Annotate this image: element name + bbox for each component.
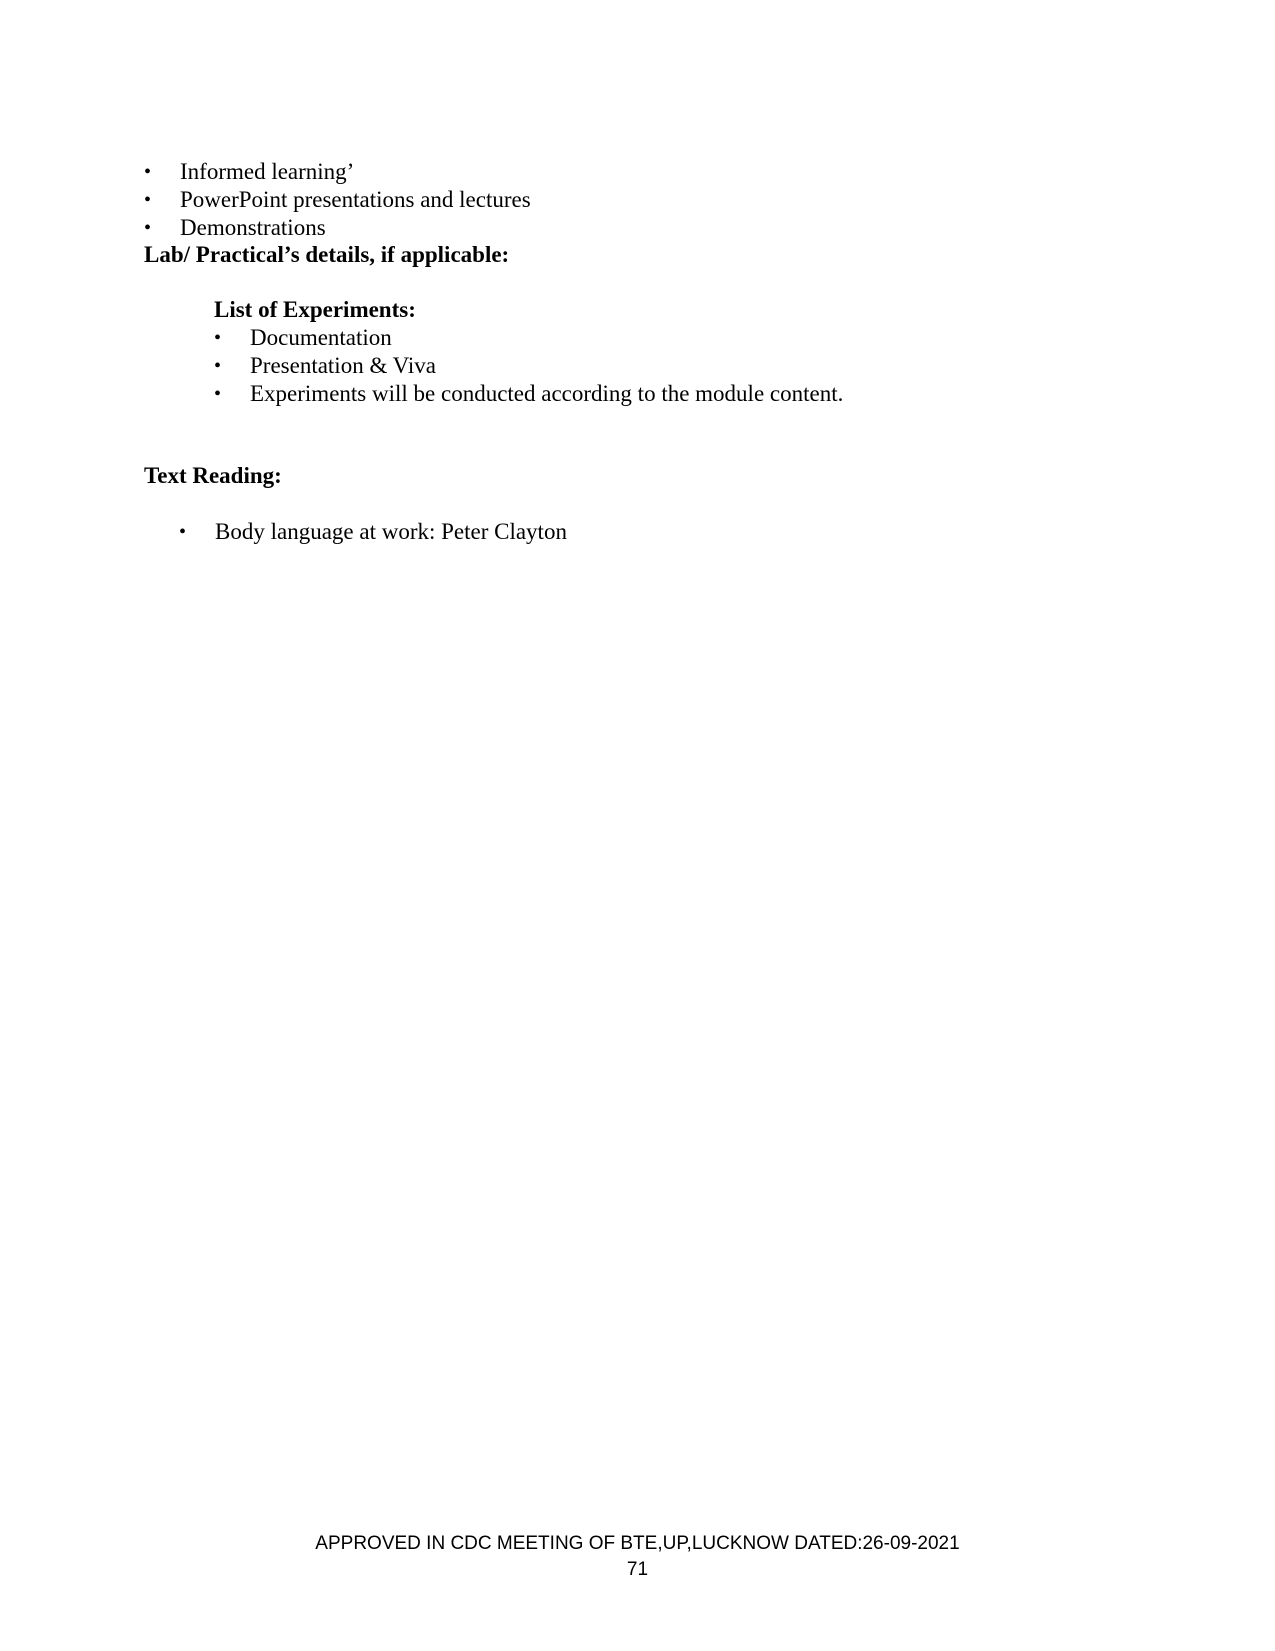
list-item-text: Body language at work: Peter Clayton bbox=[215, 519, 567, 544]
list-item bbox=[144, 214, 531, 242]
bullet-icon: • bbox=[144, 161, 152, 183]
footer-approval-text: APPROVED IN CDC MEETING OF BTE,UP,LUCKNOW DATED:26-09-2021 bbox=[315, 1533, 960, 1554]
text-reading-list bbox=[179, 518, 567, 546]
list-item-text: Informed learning’ bbox=[180, 159, 355, 184]
bullet-icon: • bbox=[144, 217, 152, 239]
bullet-icon: • bbox=[214, 355, 222, 377]
list-item-text: Presentation & Viva bbox=[250, 353, 436, 378]
list-item-text: PowerPoint presentations and lectures bbox=[180, 187, 531, 212]
text-reading-heading: Text Reading: bbox=[144, 463, 282, 488]
bullet-icon: • bbox=[179, 521, 187, 543]
experiments-heading: List of Experiments: bbox=[214, 297, 416, 322]
bullet-icon: • bbox=[144, 189, 152, 211]
page-number: 71 bbox=[626, 1559, 649, 1580]
list-item-text: Documentation bbox=[250, 325, 392, 350]
lab-practical-heading: Lab/ Practical’s details, if applicable: bbox=[144, 242, 510, 267]
experiments-list bbox=[214, 324, 843, 408]
list-item-text: Demonstrations bbox=[180, 215, 326, 240]
bullet-icon: • bbox=[214, 383, 222, 405]
list-item bbox=[214, 380, 843, 408]
bullet-icon: • bbox=[214, 327, 222, 349]
list-item bbox=[144, 186, 531, 214]
list-item bbox=[214, 324, 843, 352]
list-item-text: Experiments will be conducted according to the module content. bbox=[250, 381, 844, 406]
teaching-methods-list bbox=[144, 158, 531, 242]
list-item bbox=[144, 158, 531, 186]
list-item bbox=[214, 352, 843, 380]
list-item bbox=[179, 518, 567, 546]
